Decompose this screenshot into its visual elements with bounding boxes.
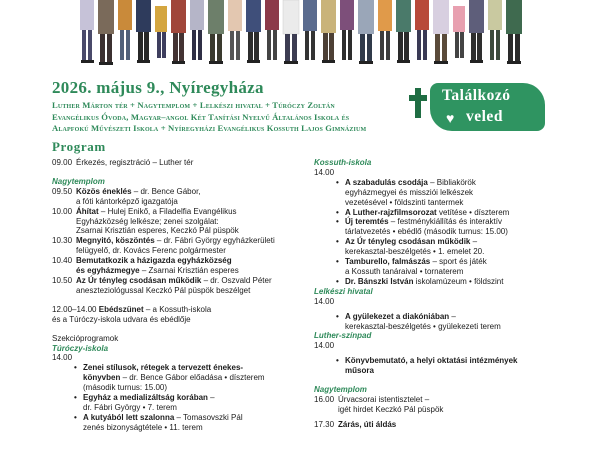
entry-text: – [449, 311, 456, 321]
heart-icon: ♥ [446, 110, 455, 126]
venue-list [52, 100, 427, 135]
entry-text: – dr. Bence Gábor, [131, 186, 201, 196]
entry-text: – dr. Oszvald Péter [201, 275, 272, 285]
entry-time: 16.00 [314, 394, 335, 404]
entry-title: A kutyából lett szalonna [83, 412, 175, 422]
program-entry [314, 420, 564, 430]
entry-title: és egyházmegye [76, 266, 140, 276]
entry-title: Az Úr tényleg csodásan működik [76, 275, 202, 285]
bullet-icon: • [336, 276, 339, 286]
entry-text: vezetésével • földszinti tantermek [345, 197, 464, 207]
entry-text: vetítése • díszterem [436, 207, 510, 217]
entry-time: 12.00–14.00 [52, 304, 97, 314]
entry-text: a Kossuth tanáraival • tornaterem [345, 266, 464, 276]
bullet-icon: • [336, 177, 339, 187]
entry-text: – Hulej Enikő, a Filadelfia Evangélikus [98, 206, 237, 216]
entry-text: – dr. Fábri György egyházkerületi [154, 236, 275, 246]
list-item [336, 208, 564, 218]
list-item [336, 312, 564, 332]
entry-text: Zsarnai Krisztián esperes, Keczkó Pál püspök [76, 226, 239, 236]
entry-time: 10.40 [52, 256, 73, 266]
event-date: 2026. május 9., Nyíregyháza [52, 78, 264, 97]
entry-title: Közös éneklés [76, 186, 132, 196]
entry-text: – Bibliakörök [427, 177, 476, 187]
entry-text: – festménykiállítás és interaktív [388, 217, 502, 227]
entry-title: Egyház a medializáltság korában [83, 393, 208, 403]
list-item [336, 277, 564, 287]
program-entry [52, 187, 302, 207]
program-title: Program [52, 139, 106, 154]
bullet-icon: • [74, 363, 77, 373]
entry-text: Úrvacsorai istentisztelet – [338, 394, 430, 404]
program-entry [52, 207, 302, 237]
entry-text: – sport és játék [430, 257, 487, 267]
list-item [336, 178, 564, 208]
location-heading: Nagytemplom [52, 176, 105, 186]
entry-text: – a Kossuth-iskola [143, 304, 212, 314]
entry-title: A szabadulás csodája [345, 177, 428, 187]
bullet-icon: • [336, 311, 339, 321]
slot-time: 14.00 [314, 341, 335, 351]
entry-time: 17.30 [314, 419, 335, 429]
entry-text: kerekasztal-beszélgetés • gyülekezeti terem [345, 321, 501, 331]
slot-time: 14.00 [314, 167, 335, 177]
entry-text: (második turnus: 15.00) [83, 383, 168, 393]
list-item [336, 356, 564, 376]
entry-text: egyházmegyei és missziói lelkészek [345, 187, 474, 197]
logo-text-line1: Találkozó [442, 87, 511, 104]
entry-text: zenés bizonyságtétele • 11. terem [83, 422, 203, 432]
entry-text: – [207, 393, 215, 403]
list-item [74, 393, 302, 413]
entry-time: 10.50 [52, 275, 73, 285]
program-right-column [314, 158, 564, 430]
entry-title: A Luther-rajzfilmsorozat [345, 207, 437, 217]
bullet-icon: • [336, 237, 339, 247]
cross-icon [415, 88, 421, 118]
entry-time: 09.00 [52, 158, 73, 167]
entry-text: Egyházközség lelkésze; zenei szolgálat: [76, 216, 219, 226]
location-heading: Kossuth-iskola [314, 158, 372, 167]
location-heading: Luther-színpad [314, 331, 372, 341]
location-heading: Nagytemplom [314, 385, 367, 395]
venue-line: Evangélikus Óvoda, Magyar–angol Két Tanítási Nyelvű Általános Iskola és [52, 111, 350, 122]
entry-text: – dr. Bence Gábor előadása • díszterem [120, 373, 265, 383]
people-group [80, 0, 522, 65]
entry-time: 09.50 [52, 186, 73, 196]
entry-text: Érkezés, regisztráció – Luther tér [76, 158, 194, 167]
entry-time: 10.30 [52, 236, 73, 246]
bullet-icon: • [336, 257, 339, 267]
cross-icon-bar [409, 95, 427, 101]
venue-line: Alapfokú Művészeti Iskola + Nyíregyházi Evangélikus Kossuth Lajos Gimnázium [52, 123, 367, 134]
entry-text: – Tomasovszki Pál [174, 412, 243, 422]
program-left-column [52, 158, 302, 433]
entry-title: Könyvbemutató, a helyi oktatási intézmények [345, 356, 518, 366]
list-item [336, 237, 564, 257]
entry-title: Új teremtés [345, 217, 389, 227]
bullet-icon: • [336, 207, 339, 217]
entry-title: Megnyitó, köszöntés [76, 236, 155, 246]
entry-text: felügyelő, dr. Kovács Ferenc polgármester [76, 246, 226, 256]
location-heading: Lelkészi hivatal [314, 286, 373, 296]
entry-text: igét hirdet Keczkó Pál püspök [338, 404, 444, 414]
bullet-icon: • [336, 217, 339, 227]
entry-title: műsora [345, 366, 374, 376]
location-heading: Túróczy-iskola [52, 343, 109, 353]
entry-title: könyvben [83, 373, 121, 383]
logo-text-line2: veled [466, 108, 503, 125]
entry-text: – Zsarnai Krisztián esperes [139, 266, 239, 276]
slot-time: 14.00 [52, 353, 73, 363]
section-heading: Szekcióprogramok [52, 333, 119, 343]
entry-title: Tamburello, falmászás [345, 257, 431, 267]
entry-title: Ebédszünet [98, 304, 144, 314]
program-entry [52, 256, 302, 276]
entry-title: Bemutatkozik a házigazda egyházközség [76, 256, 232, 266]
crowd-illustration [0, 0, 600, 72]
list-item [74, 413, 302, 433]
event-logo [408, 80, 548, 138]
bullet-icon: • [336, 356, 339, 366]
entry-text: dr. Fábri György • 7. terem [83, 402, 177, 412]
slot-time: 14.00 [314, 296, 335, 306]
entry-title: Zárás, úti áldás [338, 419, 397, 429]
entry-text: aneszteziológussal Keczkó Pál püspök beszélget [76, 285, 251, 295]
entry-title: Az Úr tényleg csodásan működik [345, 237, 471, 247]
entry-text: kerekasztal-beszélgetés • 1. emelet 20. [345, 247, 485, 257]
program-entry [52, 276, 302, 296]
bullet-icon: • [74, 412, 77, 422]
program-entry [52, 158, 302, 168]
program-entry [52, 236, 302, 256]
entry-text: – [470, 237, 478, 247]
entry-text: és a Túróczy-iskola udvara és ebédlője [52, 314, 191, 324]
entry-title: Zenei stílusok, rétegek a tervezett énekes- [83, 363, 244, 373]
list-item [336, 257, 564, 277]
entry-text: a fóti kántorképző igazgatója [76, 196, 178, 206]
program-entry [314, 395, 564, 415]
list-item [74, 363, 302, 393]
venue-line: Luther Márton tér + Nagytemplom + Lelkészi hivatal + Túróczy Zoltán [52, 100, 335, 110]
entry-title: Dr. Bánszki István [345, 276, 414, 286]
entry-time: 10.00 [52, 206, 73, 216]
entry-text: iskolamúzeum • földszint [413, 276, 504, 286]
entry-title: A gyülekezet a diakóniában [345, 311, 450, 321]
list-item [336, 217, 564, 237]
bullet-icon: • [74, 393, 77, 403]
entry-title: Áhítat [76, 206, 99, 216]
entry-text: tárlatvezetés • ebédlő (második turnus: 15.00) [345, 227, 508, 237]
program-entry [52, 305, 302, 325]
